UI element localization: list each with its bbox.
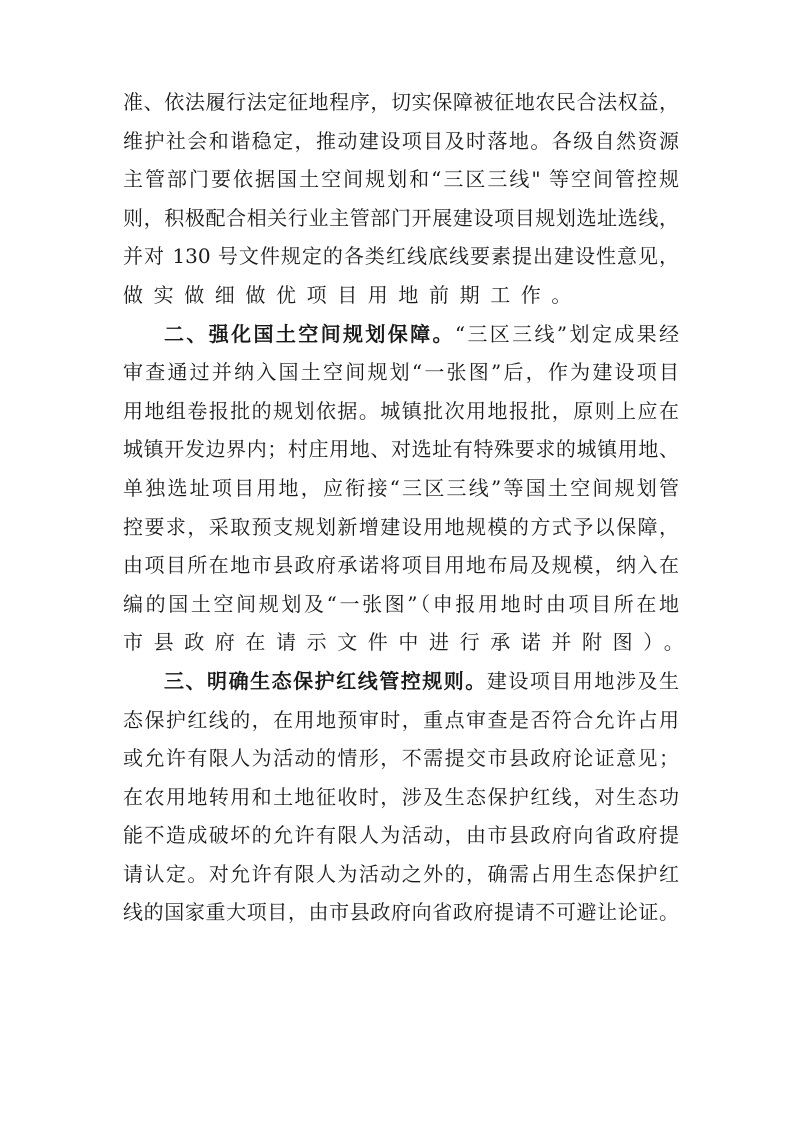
text-line: 市县政府在请示文件中进行承诺并附图）。 bbox=[123, 630, 695, 655]
paragraph-first-line bbox=[123, 315, 679, 354]
text-line: 城镇开发边界内；村庄用地、对选址有特殊要求的城镇用地、 bbox=[123, 437, 679, 462]
text-run: “三区三线”划定成果经 bbox=[454, 321, 680, 346]
text-line: 用地组卷报批的规划依据。城镇批次用地报批，原则上应在 bbox=[123, 398, 679, 423]
paragraph-first-line bbox=[123, 662, 679, 701]
text-line: 维护社会和谐稳定，推动建设项目及时落地。各级自然资源 bbox=[123, 128, 679, 153]
text-line: 能不造成破坏的允许有限人为活动，由市县政府向省政府提 bbox=[123, 823, 679, 848]
text-line: 在农用地转用和土地征收时，涉及生态保护红线，对生态功 bbox=[123, 784, 679, 809]
text-line: 或允许有限人为活动的情形，不需提交市县政府论证意见； bbox=[123, 746, 679, 771]
text-line: 线的国家重大项目，由市县政府向省政府提请不可避让论证。 bbox=[123, 900, 679, 925]
text-line: 做实做细做优项目用地前期工作。 bbox=[123, 282, 582, 307]
text-line: 并对 130 号文件规定的各类红线底线要素提出建设性意见， bbox=[123, 244, 679, 269]
section-heading: 二、强化国土空间规划保障。 bbox=[164, 321, 455, 346]
text-line: 则，积极配合相关行业主管部门开展建设项目规划选址选线， bbox=[123, 205, 679, 230]
text-line: 态保护红线的，在用地预审时，重点审查是否符合允许占用 bbox=[123, 707, 679, 732]
text-line: 请认定。对允许有限人为活动之外的，确需占用生态保护红 bbox=[123, 861, 679, 886]
paragraph-1 bbox=[123, 83, 679, 315]
document-page bbox=[123, 83, 695, 932]
text-line: 由项目所在地市县政府承诺将项目用地布局及规模，纳入在 bbox=[123, 553, 679, 578]
paragraph-2 bbox=[123, 315, 695, 662]
paragraph-3 bbox=[123, 662, 679, 932]
text-line: 主管部门要依据国土空间规划和“三区三线" 等空间管控规 bbox=[123, 167, 679, 192]
text-line: 单独选址项目用地，应衔接“三区三线”等国土空间规划管 bbox=[123, 475, 679, 500]
section-heading: 三、明确生态保护红线管控规则。 bbox=[164, 668, 487, 693]
text-line: 编的国土空间规划及“一张图”（申报用地时由项目所在地 bbox=[123, 591, 679, 616]
text-run: 建设项目用地涉及生 bbox=[486, 668, 680, 693]
text-line: 审查通过并纳入国土空间规划“一张图”后，作为建设项目 bbox=[123, 360, 679, 385]
text-line: 准、依法履行法定征地程序，切实保障被征地农民合法权益， bbox=[123, 90, 679, 114]
text-line: 控要求，采取预支规划新增建设用地规模的方式予以保障， bbox=[123, 514, 679, 539]
